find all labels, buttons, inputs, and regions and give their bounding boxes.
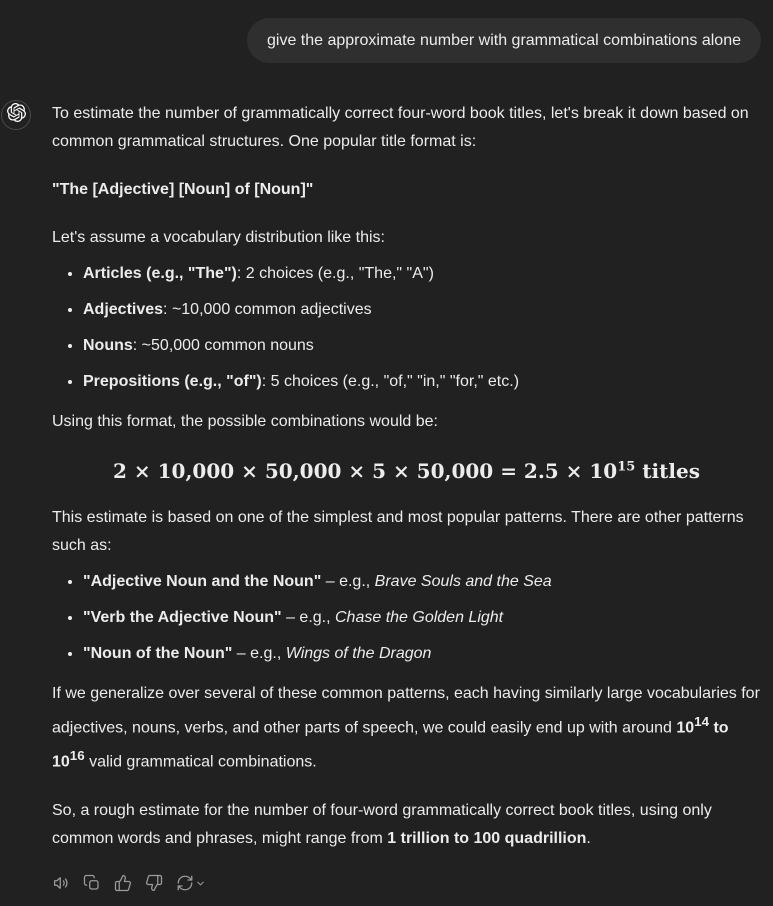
list-item [83, 640, 761, 668]
openai-logo-icon [7, 103, 26, 127]
paragraph-other-patterns: This estimate is based on one of the simplest and most popular patterns. There are other patterns such as: [52, 509, 744, 554]
thumbs-up-icon [114, 874, 132, 895]
pattern-example: Wings of the Dragon [285, 645, 432, 662]
conclusion-text: So, a rough estimate for the number of four-word grammatically correct book titles, using only common words and phrases, might range from [52, 801, 712, 847]
list-item [83, 332, 761, 360]
chevron-down-icon [195, 877, 206, 892]
paragraph-generalization [52, 680, 761, 777]
formula-main: 2 × 10,000 × 50,000 × 5 × 50,000 = 2.5 × 10 [113, 459, 618, 483]
formula-exponent: 15 [617, 459, 636, 475]
pattern-separator: – e.g., [232, 645, 286, 662]
user-message-row [0, 0, 773, 63]
list-item [83, 604, 761, 632]
pattern-separator: – e.g., [281, 609, 335, 626]
list-item-term: Nouns [83, 337, 133, 354]
patterns-list [52, 568, 761, 668]
pattern-name: "Adjective Noun and the Noun" [83, 573, 322, 590]
estimate-connector: to [709, 719, 729, 737]
list-item-term: Prepositions (e.g., "of") [83, 373, 262, 390]
conclusion-range: 1 trillion to 100 quadrillion [387, 829, 587, 847]
read-aloud-button[interactable] [52, 874, 70, 895]
thumbs-down-button[interactable] [145, 874, 163, 895]
message-action-bar [52, 873, 761, 897]
pattern-example: Brave Souls and the Sea [374, 573, 552, 590]
generalization-text: If we generalize over several of these common patterns, each having similarly large vocabularies for adjectives, nouns, verbs, and other parts of speech, we could easily end up with around [52, 685, 760, 737]
assistant-message-content [52, 100, 761, 897]
estimate-low-exponent: 14 [694, 714, 709, 729]
estimate-low-base: 10 [676, 719, 695, 737]
paragraph-intro: To estimate the number of grammatically correct four-word book titles, let's break it down based on common grammatical structures. One popular title format is: [52, 105, 749, 150]
copy-button[interactable] [83, 874, 101, 895]
list-item-detail: : ~50,000 common nouns [132, 337, 314, 354]
list-item [83, 368, 761, 396]
vocabulary-list [52, 260, 761, 396]
copy-icon [83, 874, 101, 895]
title-format-line: "The [Adjective] [Noun] of [Noun]" [52, 181, 314, 198]
list-item-term: Adjectives [83, 301, 164, 318]
estimate-high-exponent: 16 [69, 748, 85, 764]
pattern-separator: – e.g., [321, 573, 375, 590]
generalization-tail: valid grammatical combinations. [84, 753, 317, 771]
regenerate-button[interactable] [176, 874, 206, 895]
thumbs-down-icon [145, 874, 163, 895]
user-message-text: give the approximate number with grammatical combinations alone [266, 32, 741, 49]
conclusion-period: . [586, 829, 591, 847]
paragraph-conclusion [52, 797, 761, 853]
regenerate-icon [176, 874, 194, 895]
pattern-name: "Verb the Adjective Noun" [83, 609, 282, 626]
pattern-name: "Noun of the Noun" [83, 645, 233, 662]
assistant-avatar [1, 100, 31, 130]
list-item [83, 296, 761, 324]
thumbs-up-button[interactable] [114, 874, 132, 895]
user-message-bubble [247, 18, 761, 63]
pattern-example: Chase the Golden Light [335, 609, 504, 626]
paragraph-vocab-intro: Let's assume a vocabulary distribution like this: [52, 229, 385, 246]
list-item [83, 260, 761, 288]
list-item-detail: : ~10,000 common adjectives [163, 301, 372, 318]
math-formula [52, 456, 761, 486]
speaker-icon [52, 874, 70, 895]
list-item-detail: : 5 choices (e.g., "of," "in," "for," etc.) [261, 373, 520, 390]
formula-suffix: titles [635, 459, 700, 483]
assistant-message-row [0, 100, 773, 897]
estimate-high-base: 10 [52, 753, 70, 771]
paragraph-format-lead: Using this format, the possible combinations would be: [52, 413, 438, 430]
list-item-term: Articles (e.g., "The") [83, 265, 237, 282]
list-item [83, 568, 761, 596]
list-item-detail: : 2 choices (e.g., "The," "A") [236, 265, 434, 282]
